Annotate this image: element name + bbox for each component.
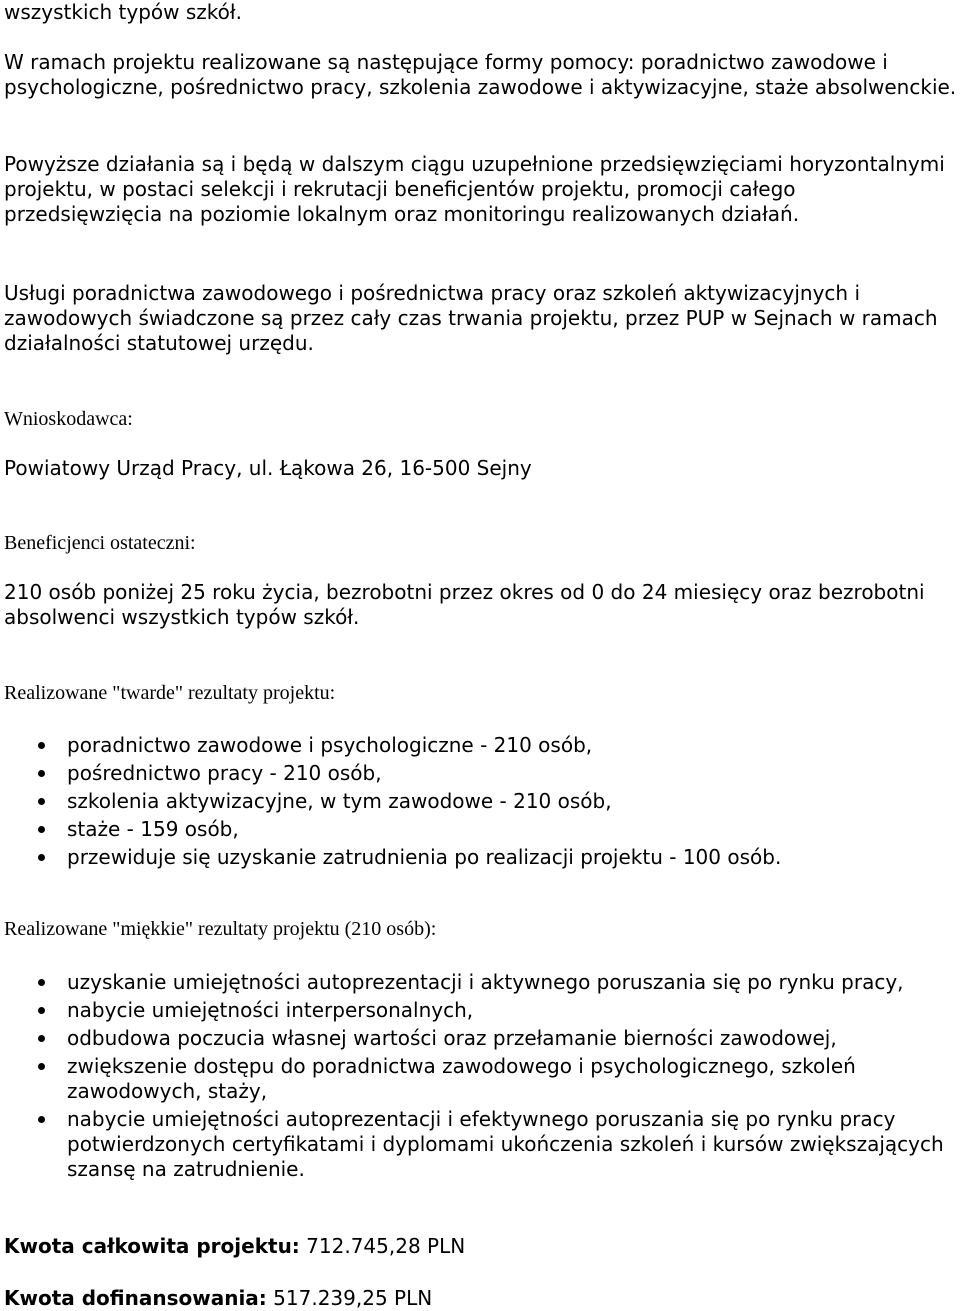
list-item-text: uzyskanie umiejętności autoprezentacji i aktywnego poruszania się po rynku pracy, — [67, 970, 904, 994]
bullet-icon — [38, 854, 45, 861]
bullet-icon — [38, 1007, 45, 1014]
applicant-value: Powiatowy Urząd Pracy, ul. Łąkowa 26, 16-500 Sejny — [4, 456, 532, 480]
list-item — [0, 761, 960, 786]
hard-results-list — [0, 733, 960, 870]
list-item — [0, 1026, 960, 1051]
list-item-text: zwiększenie dostępu do poradnictwa zawodowego i psychologicznego, szkoleń zawodowych, staży, — [67, 1054, 856, 1103]
list-item-text: odbudowa poczucia własnej wartości oraz przełamanie bierności zawodowej, — [67, 1026, 837, 1050]
beneficiaries-value: 210 osób poniżej 25 roku życia, bezrobotni przez okres od 0 do 24 miesięcy oraz bezrobotni absolwenci wszystkich typów szkół. — [4, 580, 925, 629]
bullet-icon — [38, 798, 45, 805]
paragraph-forms-of-help: W ramach projektu realizowane są następujące formy pomocy: poradnictwo zawodowe i psychologiczne, pośrednictwo pracy, szkolenia zawodowe i aktywizacyjne, staże absolwenckie. — [4, 50, 957, 99]
hard-results-heading: Realizowane "twarde" rezultaty projektu: — [4, 682, 336, 704]
list-item — [0, 817, 960, 842]
list-item — [0, 998, 960, 1023]
bullet-icon — [38, 1116, 45, 1123]
list-item-text: poradnictwo zawodowe i psychologiczne - 210 osób, — [67, 733, 593, 757]
total-amount-label: Kwota całkowita projektu: — [4, 1234, 300, 1258]
cofinancing-amount-label: Kwota dofinansowania: — [4, 1286, 267, 1310]
cofinancing-amount-line — [4, 1286, 960, 1311]
intro-tail-text: wszystkich typów szkół. — [4, 0, 242, 24]
list-item — [0, 1054, 960, 1104]
total-amount-value: 712.745,28 PLN — [306, 1234, 466, 1258]
cofinancing-amount-value: 517.239,25 PLN — [273, 1286, 433, 1310]
paragraph-horizontal-activities: Powyższe działania są i będą w dalszym ciągu uzupełnione przedsięwzięciami horyzontalnymi projektu, w postaci selekcji i rekrutacji beneficjentów projektu, promocji całego przedsięwzięcia na poziomie lokalnym oraz monitoringu realizowanych działań. — [4, 152, 945, 226]
soft-results-list — [0, 970, 960, 1182]
list-item-text: staże - 159 osób, — [67, 817, 239, 841]
total-amount-line — [4, 1234, 960, 1259]
list-item — [0, 789, 960, 814]
list-item-text: przewiduje się uzyskanie zatrudnienia po realizacji projektu - 100 osób. — [67, 845, 782, 869]
bullet-icon — [38, 742, 45, 749]
list-item — [0, 1107, 960, 1182]
list-item — [0, 970, 960, 995]
bullet-icon — [38, 826, 45, 833]
beneficiaries-heading: Beneficjenci ostateczni: — [4, 532, 196, 554]
list-item — [0, 733, 960, 758]
list-item-text: szkolenia aktywizacyjne, w tym zawodowe - 210 osób, — [67, 789, 612, 813]
soft-results-heading: Realizowane "miękkie" rezultaty projektu (210 osób): — [4, 918, 437, 940]
list-item-text: nabycie umiejętności autoprezentacji i efektywnego poruszania się po rynku pracy potwierdzonych certyfikatami i dyplomami ukończenia szkoleń i kursów zwiększających szansę na zatrudnienie. — [67, 1107, 944, 1181]
applicant-heading: Wnioskodawca: — [4, 408, 133, 430]
bullet-icon — [38, 979, 45, 986]
list-item-text: nabycie umiejętności interpersonalnych, — [67, 998, 474, 1022]
list-item — [0, 845, 960, 870]
paragraph-services: Usługi poradnictwa zawodowego i pośrednictwa pracy oraz szkoleń aktywizacyjnych i zawodowych świadczone są przez cały czas trwania projektu, przez PUP w Sejnach w ramach działalności statutowej urzędu. — [4, 281, 938, 355]
list-item-text: pośrednictwo pracy - 210 osób, — [67, 761, 382, 785]
bullet-icon — [38, 1035, 45, 1042]
bullet-icon — [38, 770, 45, 777]
bullet-icon — [38, 1063, 45, 1070]
